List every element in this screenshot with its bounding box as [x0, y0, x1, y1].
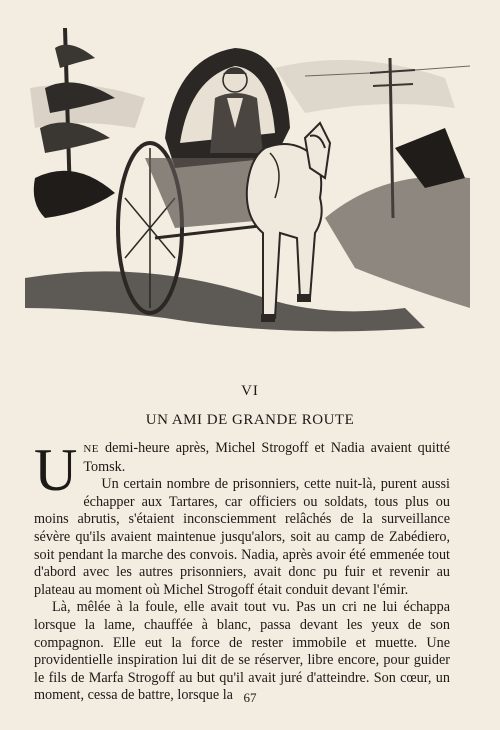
paragraph-2: Un certain nombre de prisonniers, cette nuit-là, purent aussi échapper aux Tartares, car officiers ou soldats, tous plus ou moins abrutis, s'étaient inconsciemment relâchés de la surveillance sévère qu'ils avaient maintenue jusqu'alors, soit au camp de Zabédiero, soit pendant la marche des convois. Nadia, après avoir été emmenée tout d'abord avec les autres prisonniers, avait donc pu fuir et revenir au plateau au moment où Michel Strogoff était conduit devant l'émir. [34, 476, 450, 598]
body-text [34, 437, 450, 705]
paragraph-1-text: demi-heure après, Michel Strogoff et Nadia avaient quitté Tomsk. [83, 440, 450, 475]
paragraph-3: Là, mêlée à la foule, elle avait tout vu. Pas un cri ne lui échappa lorsque la lame, chauffée à blanc, passa devant les yeux de son compagnon. Elle eut la force de rester immobile et muette. Une providentielle inspiration lui dit de se réserver, libre encore, pour guider le fils de Marfa Strogoff au but qu'il avait juré d'atteindre. Son cœur, un moment, cessa de battre, lorsque la [34, 599, 450, 704]
page-number: 67 [243, 690, 257, 705]
paragraph-1 [34, 437, 450, 503]
chapter-number: VI [241, 383, 259, 399]
small-caps-lead: NE [83, 443, 100, 455]
chapter-title: UN AMI DE GRANDE ROUTE [145, 412, 355, 428]
illustration-horse-carriage [25, 18, 470, 348]
drop-cap: U [34, 437, 78, 503]
